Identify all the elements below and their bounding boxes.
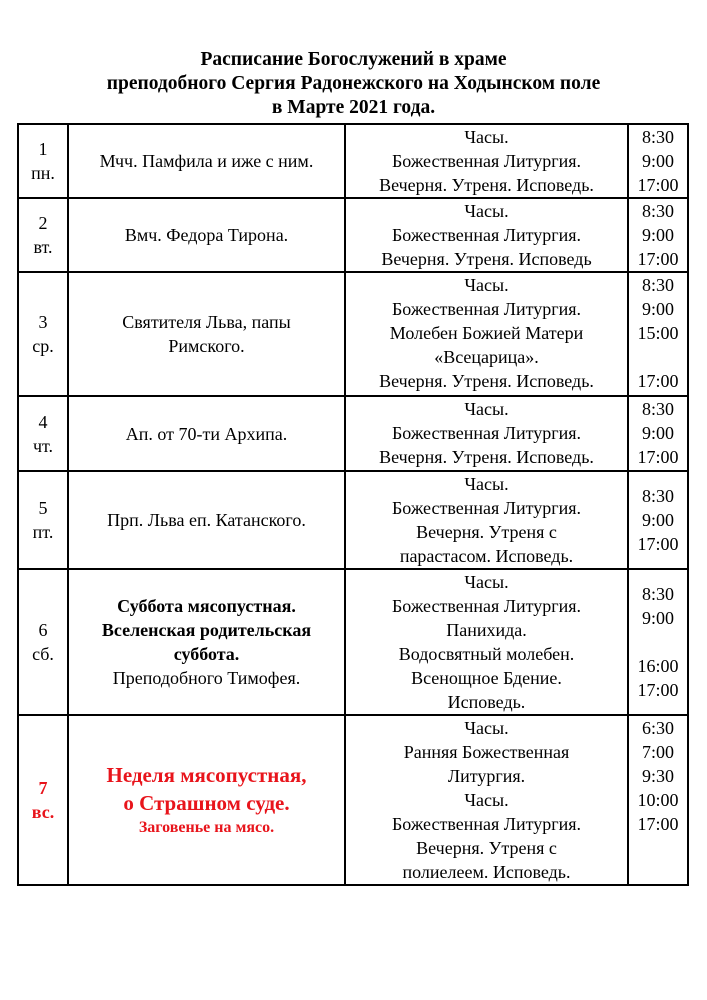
- service-time: 9:00: [641, 423, 674, 443]
- times-cell: [628, 272, 688, 396]
- times-cell: [628, 569, 688, 715]
- service-line: парастасом. Исповедь.: [399, 546, 574, 566]
- feast-line: Ап. от 70-ти Архипа.: [125, 423, 288, 444]
- times-cell: [628, 715, 688, 885]
- table-row: [18, 124, 688, 198]
- page-title: [0, 48, 707, 120]
- day-number: 7: [38, 778, 48, 798]
- title-line-1: Расписание Богослужений в храме: [200, 49, 507, 70]
- service-time: 15:00: [637, 323, 679, 343]
- day-cell: [18, 396, 68, 471]
- service-time: 10:00: [637, 790, 679, 810]
- services-cell: [345, 396, 628, 471]
- services-cell: [345, 124, 628, 198]
- service-line: Божественная Литургия.: [391, 151, 582, 171]
- day-number: 3: [38, 312, 48, 332]
- service-line: Исповедь.: [447, 692, 526, 712]
- times-cell: [628, 198, 688, 272]
- service-time: 17:00: [637, 249, 679, 269]
- service-line: Божественная Литургия.: [391, 299, 582, 319]
- service-time: 17:00: [637, 814, 679, 834]
- weekday: пн.: [31, 163, 55, 183]
- service-time: 9:00: [641, 299, 674, 319]
- table-row: [18, 272, 688, 396]
- feast-cell: [68, 272, 345, 396]
- service-time: 17:00: [637, 680, 679, 700]
- service-line: Часы.: [464, 572, 509, 592]
- services-cell: [345, 569, 628, 715]
- feast-cell: [68, 396, 345, 471]
- day-cell: [18, 569, 68, 715]
- day-cell: [18, 124, 68, 198]
- feast-bold-line: суббота.: [173, 644, 240, 664]
- service-time: 9:00: [641, 151, 674, 171]
- service-line: Божественная Литургия.: [391, 498, 582, 518]
- feast-line: Прп. Льва еп. Катанского.: [107, 510, 306, 530]
- feast-cell: [68, 124, 345, 198]
- day-cell: [18, 471, 68, 569]
- service-time: [629, 345, 687, 369]
- weekday: ср.: [32, 336, 54, 356]
- service-time: [629, 630, 687, 654]
- feast-line: Вмч. Федора Тирона.: [124, 225, 289, 245]
- service-line: Божественная Литургия.: [391, 596, 582, 616]
- times-cell: [628, 471, 688, 569]
- service-time: 9:00: [641, 510, 674, 530]
- service-time: 17:00: [637, 175, 679, 195]
- times-cell: [628, 124, 688, 198]
- feast-line: Римского.: [168, 336, 245, 356]
- day-cell: [18, 715, 68, 885]
- service-time: 17:00: [637, 371, 679, 391]
- table-row: [18, 569, 688, 715]
- service-time: 6:30: [641, 718, 674, 738]
- weekday: сб.: [32, 644, 54, 664]
- service-line: Вечерня. Утреня. Исповедь.: [379, 175, 594, 195]
- feast-note: Заговенье на мясо.: [138, 819, 275, 836]
- day-cell: [18, 198, 68, 272]
- feast-line: Мчч. Памфила и иже с ним.: [99, 151, 314, 171]
- service-line: Вечерня. Утреня. Исповедь.: [379, 371, 594, 391]
- day-number: 2: [38, 213, 48, 233]
- service-time: 16:00: [637, 656, 679, 676]
- service-time: 8:30: [641, 201, 674, 221]
- service-time: 17:00: [637, 534, 679, 554]
- service-line: Часы.: [464, 790, 509, 810]
- table-row: [18, 198, 688, 272]
- service-time: 17:00: [637, 447, 679, 467]
- weekday: вт.: [33, 237, 53, 257]
- service-line: Часы.: [464, 127, 509, 147]
- service-line: Часы.: [464, 399, 509, 419]
- service-line: Молебен Божией Матери: [389, 323, 584, 343]
- services-cell: [345, 198, 628, 272]
- day-number: 5: [38, 498, 48, 518]
- feast-line: Преподобного Тимофея.: [112, 668, 301, 688]
- service-line: Божественная Литургия.: [391, 423, 582, 443]
- table-row: [18, 715, 688, 885]
- services-cell: [345, 715, 628, 885]
- feast-bold-line: Вселенская родительская: [101, 620, 312, 640]
- feast-bold-line: Суббота мясопустная.: [117, 596, 296, 616]
- day-number: 6: [38, 620, 48, 640]
- weekday: чт.: [32, 435, 54, 456]
- service-time: 9:00: [641, 608, 674, 628]
- service-line: Часы.: [464, 718, 509, 738]
- weekday: пт.: [32, 522, 54, 542]
- services-cell: [345, 272, 628, 396]
- feast-cell: [68, 569, 345, 715]
- service-time: 9:30: [641, 766, 674, 786]
- feast-title-line: о Страшном суде.: [123, 791, 290, 815]
- feast-line: Святителя Льва, папы: [122, 312, 291, 332]
- service-line: Водосвятный молебен.: [398, 644, 575, 664]
- feast-cell: [68, 715, 345, 885]
- service-time: 8:30: [641, 584, 674, 604]
- service-line: Литургия.: [447, 766, 526, 786]
- table-row: [18, 471, 688, 569]
- service-line: Всенощное Бдение.: [411, 668, 562, 688]
- service-line: Вечерня. Утреня с: [416, 522, 557, 542]
- service-line: полиелеем. Исповедь.: [402, 862, 571, 882]
- service-line: Вечерня. Утреня с: [416, 838, 557, 858]
- services-cell: [345, 471, 628, 569]
- feast-cell: [68, 471, 345, 569]
- service-line: Вечерня. Утреня. Исповедь.: [379, 447, 594, 467]
- service-line: «Всецарица».: [434, 347, 539, 367]
- service-line: Часы.: [464, 474, 509, 494]
- feast-cell: [68, 198, 345, 272]
- times-cell: [628, 396, 688, 471]
- table-row: [18, 396, 688, 471]
- schedule-table: [17, 123, 689, 886]
- title-line-2: преподобного Сергия Радонежского на Ходынском поле: [106, 73, 601, 94]
- day-cell: [18, 272, 68, 396]
- service-line: Часы.: [464, 201, 509, 221]
- service-line: Божественная Литургия.: [391, 814, 582, 834]
- service-time: 8:30: [641, 399, 674, 419]
- day-number: 1: [38, 139, 48, 159]
- service-line: Божественная Литургия.: [391, 225, 582, 245]
- service-time: 9:00: [641, 225, 674, 245]
- service-time: 8:30: [641, 486, 674, 506]
- service-time: 7:00: [641, 742, 674, 762]
- service-time: 8:30: [641, 275, 674, 295]
- service-line: Часы.: [464, 275, 509, 295]
- service-line: Вечерня. Утреня. Исповедь: [381, 249, 592, 269]
- feast-title-line: Неделя мясопустная,: [106, 763, 307, 787]
- weekday: вс.: [31, 802, 55, 822]
- service-line: Панихида.: [446, 620, 527, 640]
- title-line-3: в Марте 2021 года.: [271, 97, 436, 118]
- service-time: 8:30: [641, 127, 674, 147]
- service-line: Ранняя Божественная: [403, 742, 570, 762]
- day-number: 4: [38, 411, 48, 432]
